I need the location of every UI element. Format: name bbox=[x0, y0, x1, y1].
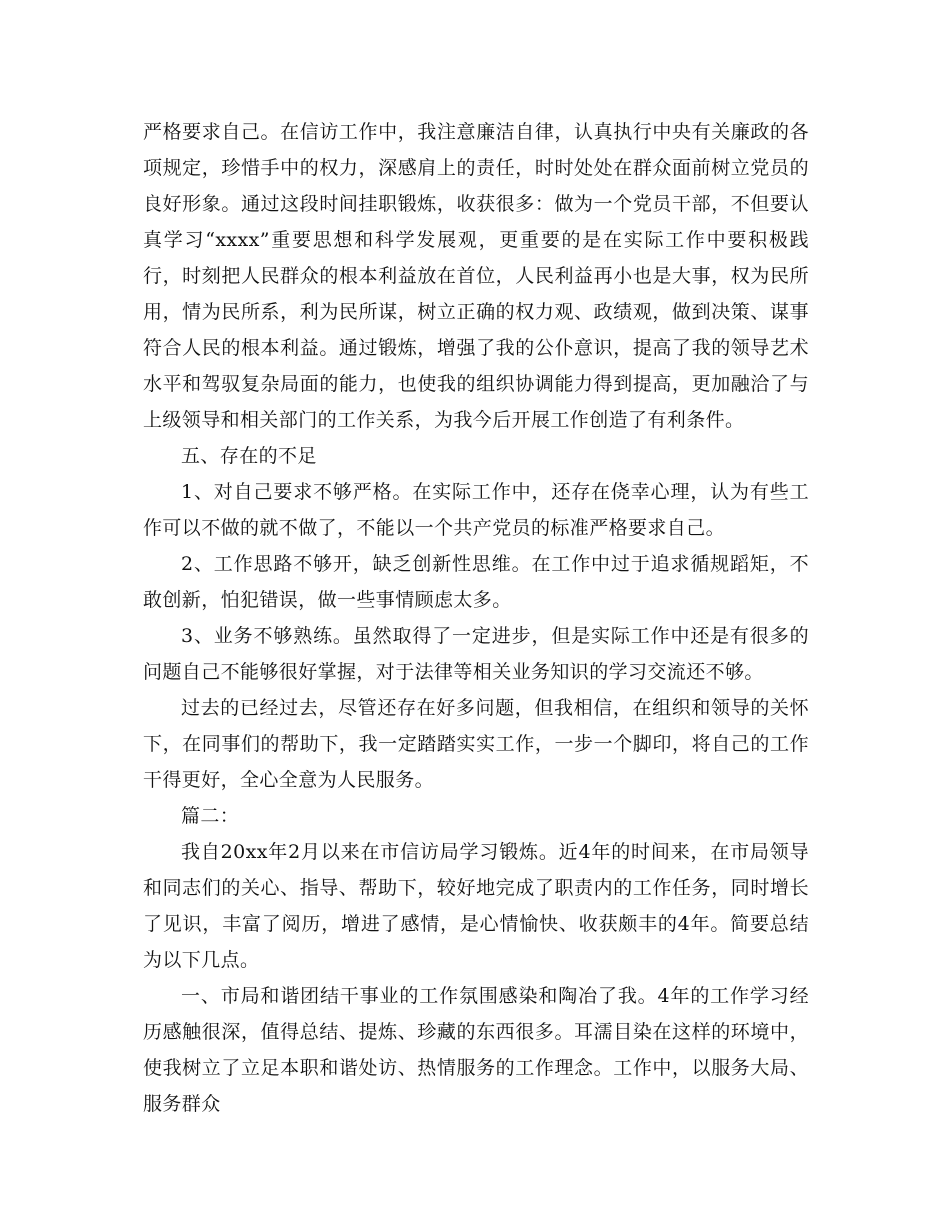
list-item-innovation: 2、工作思路不够开，缺乏创新性思维。在工作中过于追求循规蹈矩，不敢创新，怕犯错误，做一些事情顾虑太多。 bbox=[143, 553, 809, 611]
list-item-proficiency: 3、业务不够熟练。虽然取得了一定进步，但是实际工作中还是有很多的问题自己不能够很好掌握，对于法律等相关业务知识的学习交流还不够。 bbox=[143, 625, 809, 683]
section-heading-shortcomings: 五、存在的不足 bbox=[181, 445, 317, 467]
paragraph-part-two-intro: 我自20xx年2月以来在市信访局学习锻炼。近4年的时间来，在市局领导和同志们的关心、指导、帮助下，较好地完成了职责内的工作任务，同时增长了见识，丰富了阅历，增进了感情，是心情愉快、收获颇丰的4年。简要总结为以下几点。 bbox=[143, 841, 809, 971]
section-heading-part-two: 篇二： bbox=[181, 805, 240, 827]
list-item-strictness: 1、对自己要求不够严格。在实际工作中，还存在侥幸心理，认为有些工作可以不做的就不做了，不能以一个共产党员的标准严格要求自己。 bbox=[143, 481, 809, 539]
paragraph-part-two-point-one: 一、市局和谐团结干事业的工作氛围感染和陶冶了我。4年的工作学习经历感触很深，值得总结、提炼、珍藏的东西很多。耳濡目染在这样的环境中，使我树立了立足本职和谐处访、热情服务的工作理念。工作中，以服务大局、服务群众 bbox=[143, 985, 809, 1115]
paragraph-conclusion: 过去的已经过去，尽管还存在好多问题，但我相信，在组织和领导的关怀下，在同事们的帮助下，我一定踏踏实实工作，一步一个脚印，将自己的工作干得更好，全心全意为人民服务。 bbox=[143, 697, 809, 791]
document-body bbox=[143, 114, 809, 1122]
paragraph-integrity-summary: 严格要求自己。在信访工作中，我注意廉洁自律，认真执行中央有关廉政的各项规定，珍惜手中的权力，深感肩上的责任，时时处处在群众面前树立党员的良好形象。通过这段时间挂职锻炼，收获很多：做为一个党员干部，不但要认真学习“xxxx”重要思想和科学发展观，更重要的是在实际工作中要积极践行，时刻把人民群众的根本利益放在首位，人民利益再小也是大事，权为民所用，情为民所系，利为民所谋，树立正确的权力观、政绩观，做到决策、谋事符合人民的根本利益。通过锻炼，增强了我的公仆意识，提高了我的领导艺术水平和驾驭复杂局面的能力，也使我的组织协调能力得到提高，更加融洽了与上级领导和相关部门的工作关系，为我今后开展工作创造了有利条件。 bbox=[143, 121, 809, 431]
